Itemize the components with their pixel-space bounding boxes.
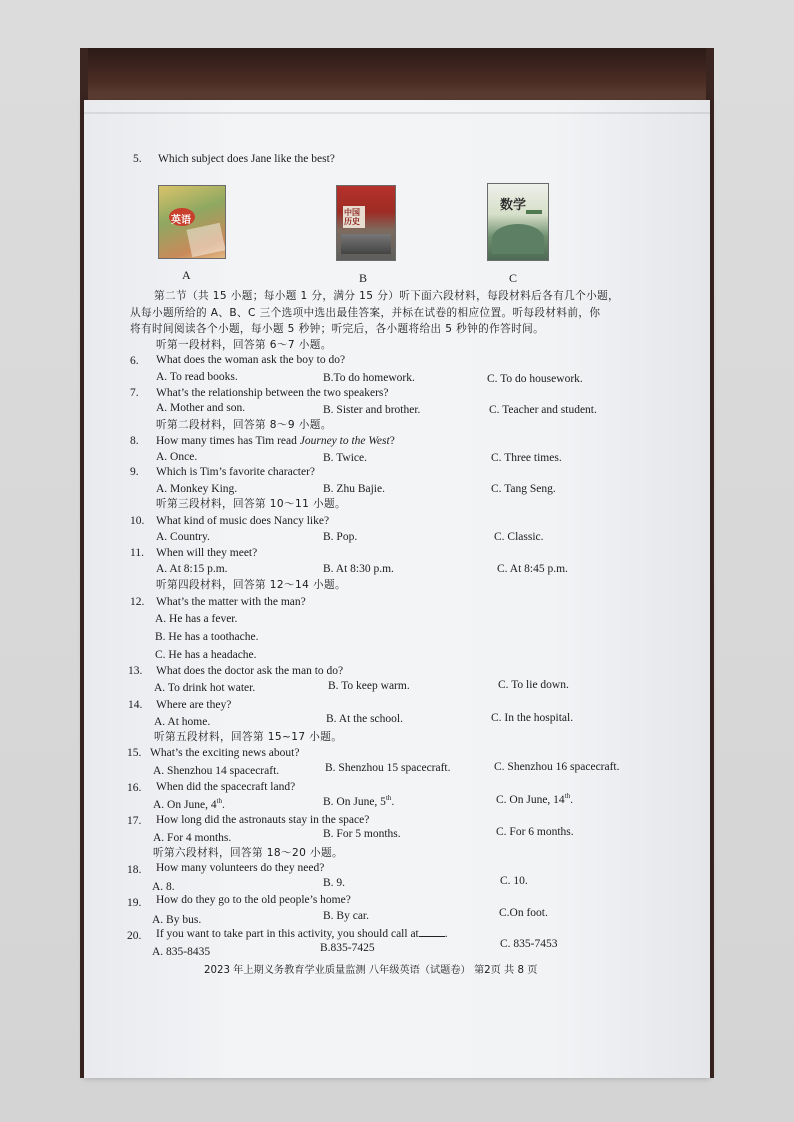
material-heading: 听第一段材料，回答第 6～7 小题。 bbox=[156, 339, 332, 351]
material-heading: 听第四段材料，回答第 12～14 小题。 bbox=[156, 579, 347, 591]
option-a: A. Shenzhou 14 spacecraft. bbox=[153, 765, 280, 777]
math-textbook-cover bbox=[487, 183, 549, 261]
option-c: C. He has a headache. bbox=[155, 649, 257, 661]
ordinal-suffix: th bbox=[564, 792, 571, 801]
ordinal-suffix: th bbox=[216, 797, 223, 806]
english-textbook-cover bbox=[158, 185, 226, 259]
question-text: What does the woman ask the boy to do? bbox=[156, 354, 346, 366]
option-a: A. By bus. bbox=[152, 914, 202, 926]
option-a: A. To read books. bbox=[156, 371, 238, 383]
option-c bbox=[496, 793, 573, 807]
question-number: 15. bbox=[127, 747, 142, 759]
question-number: 20. bbox=[127, 930, 142, 942]
option-b: B. To keep warm. bbox=[328, 680, 410, 692]
option-a: A. 835-8435 bbox=[152, 946, 211, 958]
option-c: C. Shenzhou 16 spacecraft. bbox=[494, 761, 620, 773]
option-a: A. Country. bbox=[156, 531, 210, 543]
question-text: What’s the relationship between the two speakers? bbox=[156, 387, 389, 399]
question-number: 9. bbox=[130, 466, 139, 478]
option-label-c: C bbox=[509, 271, 518, 285]
option-b: B. Twice. bbox=[323, 452, 368, 464]
question-text-part: ? bbox=[389, 435, 395, 447]
question-number: 17. bbox=[127, 815, 142, 827]
question-text: How many volunteers do they need? bbox=[156, 862, 325, 874]
option-b: B. Shenzhou 15 spacecraft. bbox=[325, 762, 451, 774]
question-number: 6. bbox=[130, 355, 139, 367]
option-a: A. He has a fever. bbox=[155, 613, 238, 625]
question-text: Where are they? bbox=[156, 699, 232, 711]
question-number: 14. bbox=[128, 699, 143, 711]
option-c: C. Teacher and student. bbox=[489, 404, 597, 416]
option-text: A. On June, 4 bbox=[153, 799, 217, 811]
option-label-b: B bbox=[359, 271, 368, 285]
question-text: Which is Tim’s favorite character? bbox=[156, 466, 316, 478]
option-text: . bbox=[222, 799, 225, 811]
question-number: 5. bbox=[133, 153, 142, 165]
option-b: B. By car. bbox=[323, 910, 369, 922]
option-c: C. To lie down. bbox=[498, 679, 569, 691]
cover-art bbox=[186, 223, 225, 257]
option-b bbox=[323, 795, 394, 809]
question-number: 16. bbox=[127, 782, 142, 794]
question-number: 19. bbox=[127, 897, 142, 909]
cover-art bbox=[341, 234, 391, 254]
ordinal-suffix: th bbox=[385, 794, 392, 803]
option-b: B. He has a toothache. bbox=[155, 631, 259, 643]
option-c: C. For 6 months. bbox=[496, 826, 574, 838]
option-c: C. At 8:45 p.m. bbox=[497, 563, 568, 575]
question-number: 10. bbox=[130, 515, 145, 527]
question-text: What does the doctor ask the man to do? bbox=[156, 665, 344, 677]
option-text: . bbox=[570, 794, 574, 806]
question-text: How long did the astronauts stay in the space? bbox=[156, 814, 370, 826]
option-b: B. Sister and brother. bbox=[323, 404, 421, 416]
option-label-a: A bbox=[182, 268, 191, 282]
option-b: B. At the school. bbox=[326, 713, 403, 725]
question-number: 8. bbox=[130, 435, 139, 447]
question-number: 18. bbox=[127, 864, 142, 876]
cover-tag bbox=[526, 210, 542, 214]
option-a: A. Monkey King. bbox=[156, 483, 238, 495]
option-c: C. To do housework. bbox=[487, 373, 583, 385]
option-a: A. For 4 months. bbox=[153, 832, 232, 844]
section-instructions-line: 第二节（共 15 小题；每小题 1 分，满分 15 分）听下面六段材料，每段材料后各有几个小题， bbox=[154, 290, 620, 302]
cover-title: 英语 bbox=[171, 215, 191, 226]
question-text: What’s the matter with the man? bbox=[156, 596, 306, 608]
option-a: A. Once. bbox=[156, 451, 198, 463]
cover-title: 数学 bbox=[500, 198, 527, 213]
option-a: A. 8. bbox=[152, 881, 175, 893]
question-text bbox=[156, 434, 395, 448]
option-text: C. On June, 14 bbox=[496, 794, 565, 806]
question-text bbox=[156, 926, 448, 941]
question-number: 11. bbox=[130, 547, 144, 559]
question-text: What kind of music does Nancy like? bbox=[156, 515, 330, 527]
option-c: C. 10. bbox=[500, 875, 528, 887]
option-a: A. To drink hot water. bbox=[154, 682, 256, 694]
material-heading: 听第二段材料，回答第 8～9 小题。 bbox=[156, 419, 332, 431]
option-a bbox=[153, 798, 225, 812]
question-number: 13. bbox=[128, 665, 143, 677]
option-c: C. 835-7453 bbox=[500, 938, 558, 950]
cover-title: 中国历史 bbox=[344, 208, 360, 226]
question-number: 7. bbox=[130, 387, 139, 399]
question-text: When did the spacecraft land? bbox=[156, 781, 296, 793]
question-text: What’s the exciting news about? bbox=[150, 747, 300, 759]
option-c: C. Classic. bbox=[494, 531, 544, 543]
question-number: 12. bbox=[130, 596, 145, 608]
question-text: When will they meet? bbox=[156, 547, 258, 559]
question-text-part: How many times has Tim read bbox=[156, 435, 300, 447]
question-text-part: . bbox=[444, 928, 448, 940]
option-text: . bbox=[391, 796, 395, 808]
material-heading: 听第三段材料，回答第 10～11 小题。 bbox=[156, 498, 347, 510]
option-a: A. Mother and son. bbox=[156, 402, 246, 414]
option-b: B. Pop. bbox=[323, 531, 358, 543]
option-c: C. In the hospital. bbox=[491, 712, 574, 724]
option-text: B. On June, 5 bbox=[323, 796, 386, 808]
book-title: Journey to the West bbox=[299, 435, 390, 447]
option-c: C. Tang Seng. bbox=[491, 483, 556, 495]
chinese-history-textbook-cover bbox=[336, 185, 396, 261]
question-text: How do they go to the old people’s home? bbox=[156, 894, 351, 906]
option-b: B. Zhu Bajie. bbox=[323, 483, 385, 495]
option-c: C.On foot. bbox=[499, 907, 548, 919]
option-b: B. For 5 months. bbox=[323, 828, 401, 840]
answer-blank bbox=[419, 926, 445, 937]
material-heading: 听第五段材料，回答第 15~17 小题。 bbox=[154, 731, 343, 743]
cover-art bbox=[492, 224, 544, 254]
option-a: A. At 8:15 p.m. bbox=[156, 563, 228, 575]
option-a: A. At home. bbox=[154, 716, 211, 728]
option-b: B.835-7425 bbox=[320, 942, 375, 954]
question-text-part: If you want to take part in this activity, you should call at bbox=[156, 928, 419, 940]
option-b: B.To do homework. bbox=[323, 372, 415, 384]
option-c: C. Three times. bbox=[491, 452, 562, 464]
page-footer: 2023 年上期义务教育学业质量监测 八年级英语（试题卷） 第2页 共 8 页 bbox=[204, 965, 538, 976]
section-instructions-line: 从每小题所给的 A、B、C 三个选项中选出最佳答案，并标在试卷的相应位置。听每段材料前，你 bbox=[130, 307, 601, 319]
section-instructions-line: 将有时间阅读各个小题，每小题 5 秒钟；听完后，各小题将给出 5 秒钟的作答时间。 bbox=[130, 323, 545, 335]
material-heading: 听第六段材料，回答第 18～20 小题。 bbox=[153, 847, 344, 859]
option-b: B. At 8:30 p.m. bbox=[323, 563, 394, 575]
question-text: Which subject does Jane like the best? bbox=[158, 153, 335, 165]
option-b: B. 9. bbox=[323, 877, 346, 889]
